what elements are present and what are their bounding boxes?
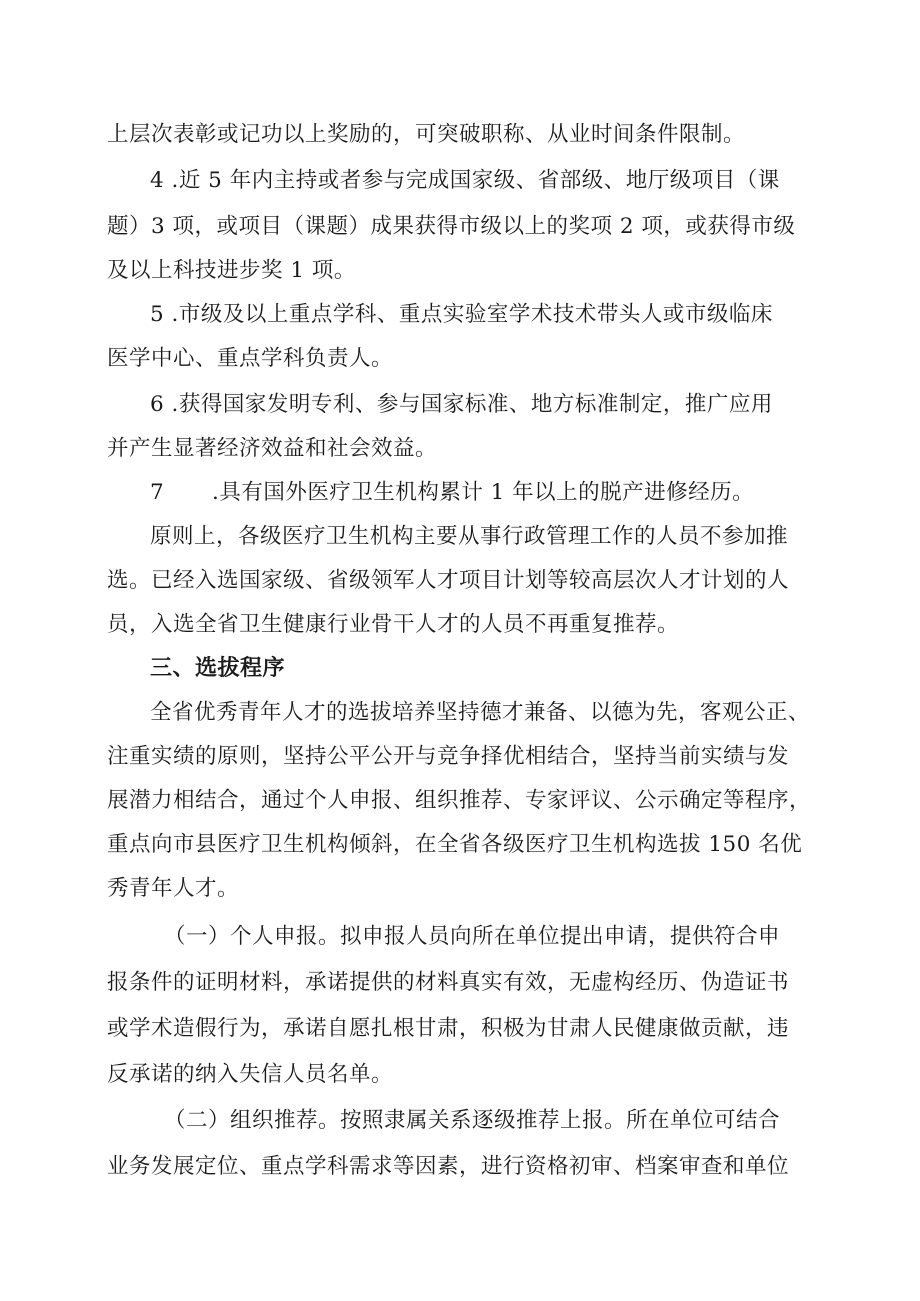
body-line: 全省优秀青年人才的选拔培养坚持德才兼备、以德为先，客观公正、	[150, 700, 811, 725]
body-line: 医学中心、重点学科负责人。	[107, 346, 394, 371]
list-item-7-text: .具有国外医疗卫生机构累计 1 年以上的脱产进修经历。	[212, 480, 755, 505]
subsection-line: （一）个人申报。拟申报人员向所在单位提出申请，提供符合申	[164, 924, 781, 949]
subsection-line: （二）组织推荐。按照隶属关系逐级推荐上报。所在单位可结合	[164, 1108, 781, 1133]
list-item-5: 5 .市级及以上重点学科、重点实验室学术技术带头人或市级临床	[150, 302, 773, 327]
body-line: 反承诺的纳入失信人员名单。	[107, 1062, 394, 1087]
list-item-4: 4 .近 5 年内主持或者参与完成国家级、省部级、地厅级项目（课	[150, 168, 780, 193]
body-line: 并产生显著经济效益和社会效益。	[107, 436, 438, 461]
body-line: 员，入选全省卫生健康行业骨干人才的人员不再重复推荐。	[107, 612, 680, 637]
body-line: 及以上科技进步奖 1 项。	[107, 258, 356, 283]
list-item-7-number: 7	[150, 480, 165, 505]
section-heading: 三、选拔程序	[150, 656, 286, 681]
body-line: 报条件的证明材料，承诺提供的材料真实有效，无虚构经历、伪造证书	[107, 970, 790, 995]
body-line: 选。已经入选国家级、省级领军人才项目计划等较高层次人才计划的人	[107, 568, 790, 593]
body-line: 注重实绩的原则，坚持公平公开与竞争择优相结合，坚持当前实绩与发	[107, 744, 790, 769]
body-line: 或学术造假行为，承诺自愿扎根甘肃，积极为甘肃人民健康做贡献，违	[107, 1016, 790, 1041]
body-line: 展潜力相结合，通过个人申报、组织推荐、专家评议、公示确定等程序，	[107, 788, 812, 813]
body-line: 上层次表彰或记功以上奖励的，可突破职称、从业时间条件限制。	[107, 122, 746, 147]
body-line: 重点向市县医疗卫生机构倾斜，在全省各级医疗卫生机构选拔 150 名优	[107, 832, 803, 857]
list-item-6: 6 .获得国家发明专利、参与国家标准、地方标准制定，推广应用	[150, 392, 773, 417]
body-line: 题）3 项，或项目（课题）成果获得市级以上的奖项 2 项，或获得市级	[107, 214, 796, 239]
body-line: 秀青年人才。	[107, 876, 240, 901]
body-line: 业务发展定位、重点学科需求等因素，进行资格初审、档案审查和单位	[107, 1154, 790, 1179]
body-line: 原则上，各级医疗卫生机构主要从事行政管理工作的人员不参加推	[150, 524, 789, 549]
